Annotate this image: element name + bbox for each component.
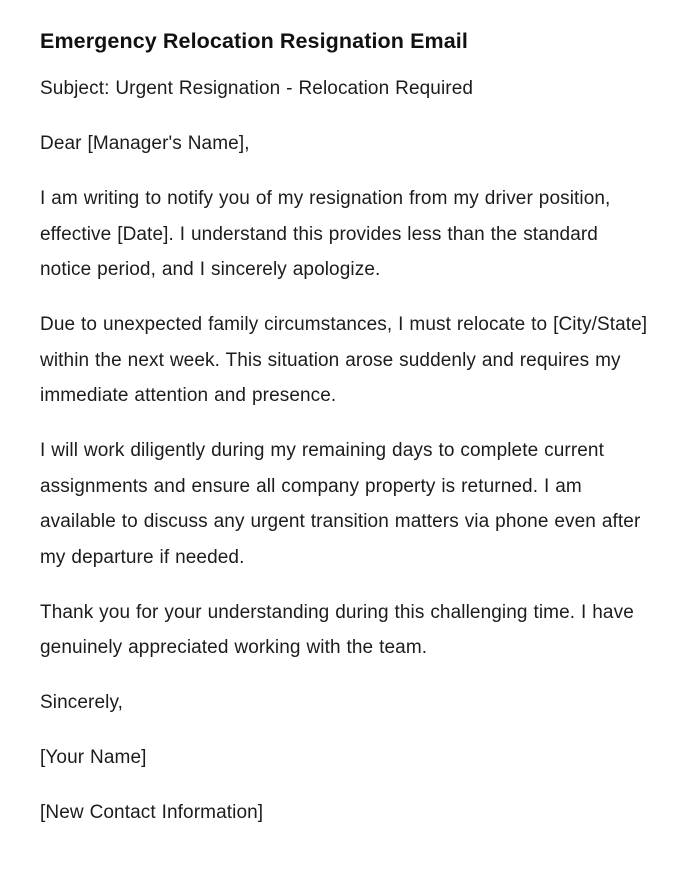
subject-line: Subject: Urgent Resignation - Relocation Required (40, 78, 474, 99)
body-paragraph-2: Due to unexpected family circumstances, I must relocate to [City/State] within the next week. This situation arose suddenly and requires my immediate attention and presence. (40, 314, 648, 406)
page-title: Emergency Relocation Resignation Email (40, 29, 468, 53)
body-paragraph-1: I am writing to notify you of my resignation from my driver position, effective [Date]. I understand this provides less than the standard notice period, and I sincerely apologize. (40, 188, 611, 280)
closing: Sincerely, (40, 692, 124, 713)
body-paragraph-3: I will work diligently during my remaining days to complete current assignments and ensure all company property is returned. I am available to discuss any urgent transition matters via phone even after my departure if needed. (40, 440, 641, 568)
signature-contact: [New Contact Information] (40, 802, 264, 823)
salutation: Dear [Manager's Name], (40, 133, 250, 154)
body-paragraph-4: Thank you for your understanding during this challenging time. I have genuinely appreciated working with the team. (40, 601, 634, 658)
signature-name: [Your Name] (40, 747, 147, 768)
